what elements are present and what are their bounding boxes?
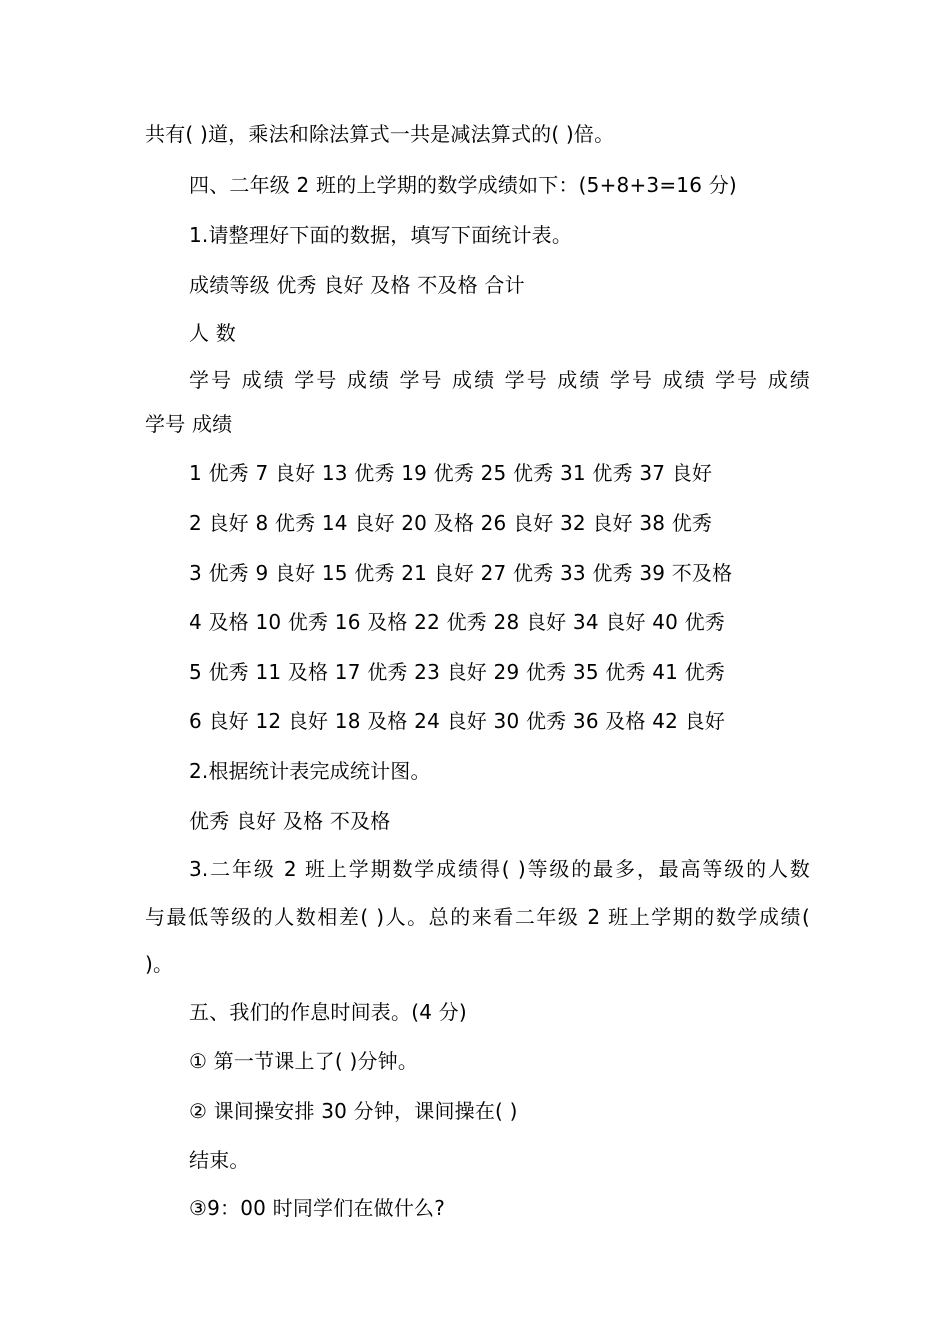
- section-four-heading: 四、二年级 2 班的上学期的数学成绩如下：(5+8+3=16 分): [189, 173, 737, 197]
- table-count-row: 人 数: [189, 321, 236, 345]
- section-five-heading: 五、我们的作息时间表。(4 分): [189, 1000, 467, 1024]
- question-3-prompt-continued: 与最低等级的人数相差( )人。总的来看二年级 2 班上学期的数学成绩(: [145, 905, 810, 929]
- schedule-question-2-end: 结束。: [189, 1148, 250, 1172]
- data-row: 4 及格 10 优秀 16 及格 22 优秀 28 良好 34 良好 40 优秀: [189, 610, 726, 634]
- schedule-question-3: ③9：00 时同学们在做什么?: [189, 1196, 446, 1220]
- schedule-question-1: ① 第一节课上了( )分钟。: [189, 1049, 419, 1073]
- paragraph-line: 共有( )道，乘法和除法算式一共是减法算式的( )倍。: [145, 122, 615, 146]
- question-2-prompt: 2.根据统计表完成统计图。: [189, 759, 431, 783]
- question-3-prompt-end: )。: [145, 952, 174, 976]
- data-row: 6 良好 12 良好 18 及格 24 良好 30 优秀 36 及格 42 良好: [189, 709, 726, 733]
- table-header-row: 成绩等级 优秀 良好 及格 不及格 合计: [189, 273, 525, 297]
- data-row: 5 优秀 11 及格 17 优秀 23 良好 29 优秀 35 优秀 41 优秀: [189, 660, 726, 684]
- data-header-row-continued: 学号 成绩: [145, 412, 233, 436]
- question-1-prompt: 1.请整理好下面的数据，填写下面统计表。: [189, 223, 573, 247]
- schedule-question-2: ② 课间操安排 30 分钟，课间操在( ): [189, 1099, 518, 1123]
- data-row: 2 良好 8 优秀 14 良好 20 及格 26 良好 32 良好 38 优秀: [189, 511, 713, 535]
- question-3-prompt: 3.二年级 2 班上学期数学成绩得( )等级的最多，最高等级的人数: [189, 857, 810, 881]
- chart-labels-row: 优秀 良好 及格 不及格: [189, 809, 391, 833]
- data-row: 3 优秀 9 良好 15 优秀 21 良好 27 优秀 33 优秀 39 不及格: [189, 561, 733, 585]
- data-row: 1 优秀 7 良好 13 优秀 19 优秀 25 优秀 31 优秀 37 良好: [189, 461, 713, 485]
- data-header-row: 学号 成绩 学号 成绩 学号 成绩 学号 成绩 学号 成绩 学号 成绩: [189, 368, 810, 392]
